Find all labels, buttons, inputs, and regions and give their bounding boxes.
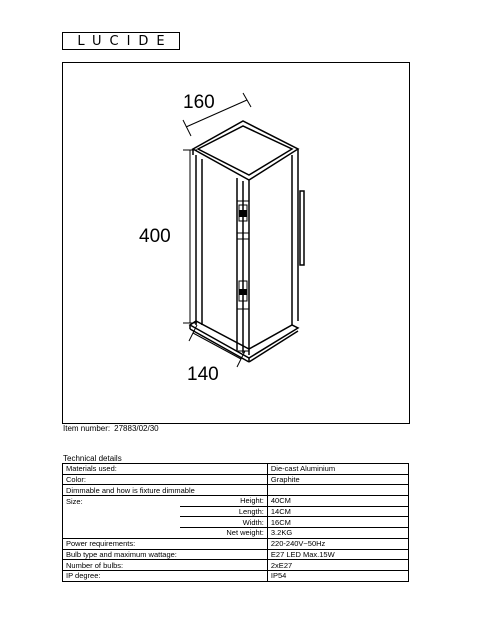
spec-label: Power requirements: <box>63 538 180 549</box>
spec-label <box>63 517 180 528</box>
spec-value: 16CM <box>267 517 408 528</box>
brand-logo-text: LUCIDE <box>77 33 173 49</box>
spec-row <box>63 485 409 496</box>
depth-dimension-label: 140 <box>187 364 219 385</box>
lamp-body <box>190 121 298 362</box>
width-dimension-label: 160 <box>183 92 215 113</box>
spec-sublabel: Length: <box>180 506 268 517</box>
spec-label: Materials used: <box>63 464 180 475</box>
lamp-drawing <box>63 63 411 425</box>
depth-dimension-line <box>193 333 241 359</box>
spec-row <box>63 549 409 560</box>
spec-value <box>267 485 408 496</box>
spec-label: Dimmable and how is fixture dimmable <box>63 485 268 496</box>
spec-row <box>63 528 409 539</box>
spec-value: 220-240V~50Hz <box>267 538 408 549</box>
spec-value: 3.2KG <box>267 528 408 539</box>
brand-logo <box>62 32 180 50</box>
spec-label: Size: <box>63 496 180 507</box>
spec-sublabel: Width: <box>180 517 268 528</box>
spec-row <box>63 496 409 507</box>
technical-details-table <box>62 463 409 582</box>
wall-bracket <box>300 191 304 265</box>
height-dimension-label: 400 <box>139 226 171 247</box>
spec-sublabel <box>180 474 268 485</box>
item-number <box>63 424 163 434</box>
technical-details-title: Technical details <box>63 454 122 463</box>
spec-label: Bulb type and maximum wattage: <box>63 549 180 560</box>
spec-value: E27 LED Max.15W <box>267 549 408 560</box>
spec-row <box>63 570 409 581</box>
spec-label <box>63 528 180 539</box>
spec-row <box>63 517 409 528</box>
spec-label: Number of bulbs: <box>63 560 180 571</box>
spec-label: Color: <box>63 474 180 485</box>
spec-value: Die-cast Aluminium <box>267 464 408 475</box>
spec-sublabel <box>180 538 268 549</box>
spec-label: IP degree: <box>63 570 180 581</box>
spec-value: 14CM <box>267 506 408 517</box>
spec-sublabel: Height: <box>180 496 268 507</box>
spec-sublabel <box>180 570 268 581</box>
item-number-value: 27883/02/30 <box>114 424 159 433</box>
spec-row <box>63 474 409 485</box>
spec-row <box>63 538 409 549</box>
spec-value: IP54 <box>267 570 408 581</box>
product-drawing <box>62 62 410 424</box>
spec-row <box>63 560 409 571</box>
spec-value: 2xE27 <box>267 560 408 571</box>
spec-sublabel <box>180 560 268 571</box>
spec-row <box>63 464 409 475</box>
item-number-label: Item number: <box>63 424 111 433</box>
spec-sublabel <box>180 549 268 560</box>
spec-sublabel <box>180 464 268 475</box>
spec-sublabel: Net weight: <box>180 528 268 539</box>
spec-value: Graphite <box>267 474 408 485</box>
spec-label <box>63 506 180 517</box>
spec-row <box>63 506 409 517</box>
spec-value: 40CM <box>267 496 408 507</box>
